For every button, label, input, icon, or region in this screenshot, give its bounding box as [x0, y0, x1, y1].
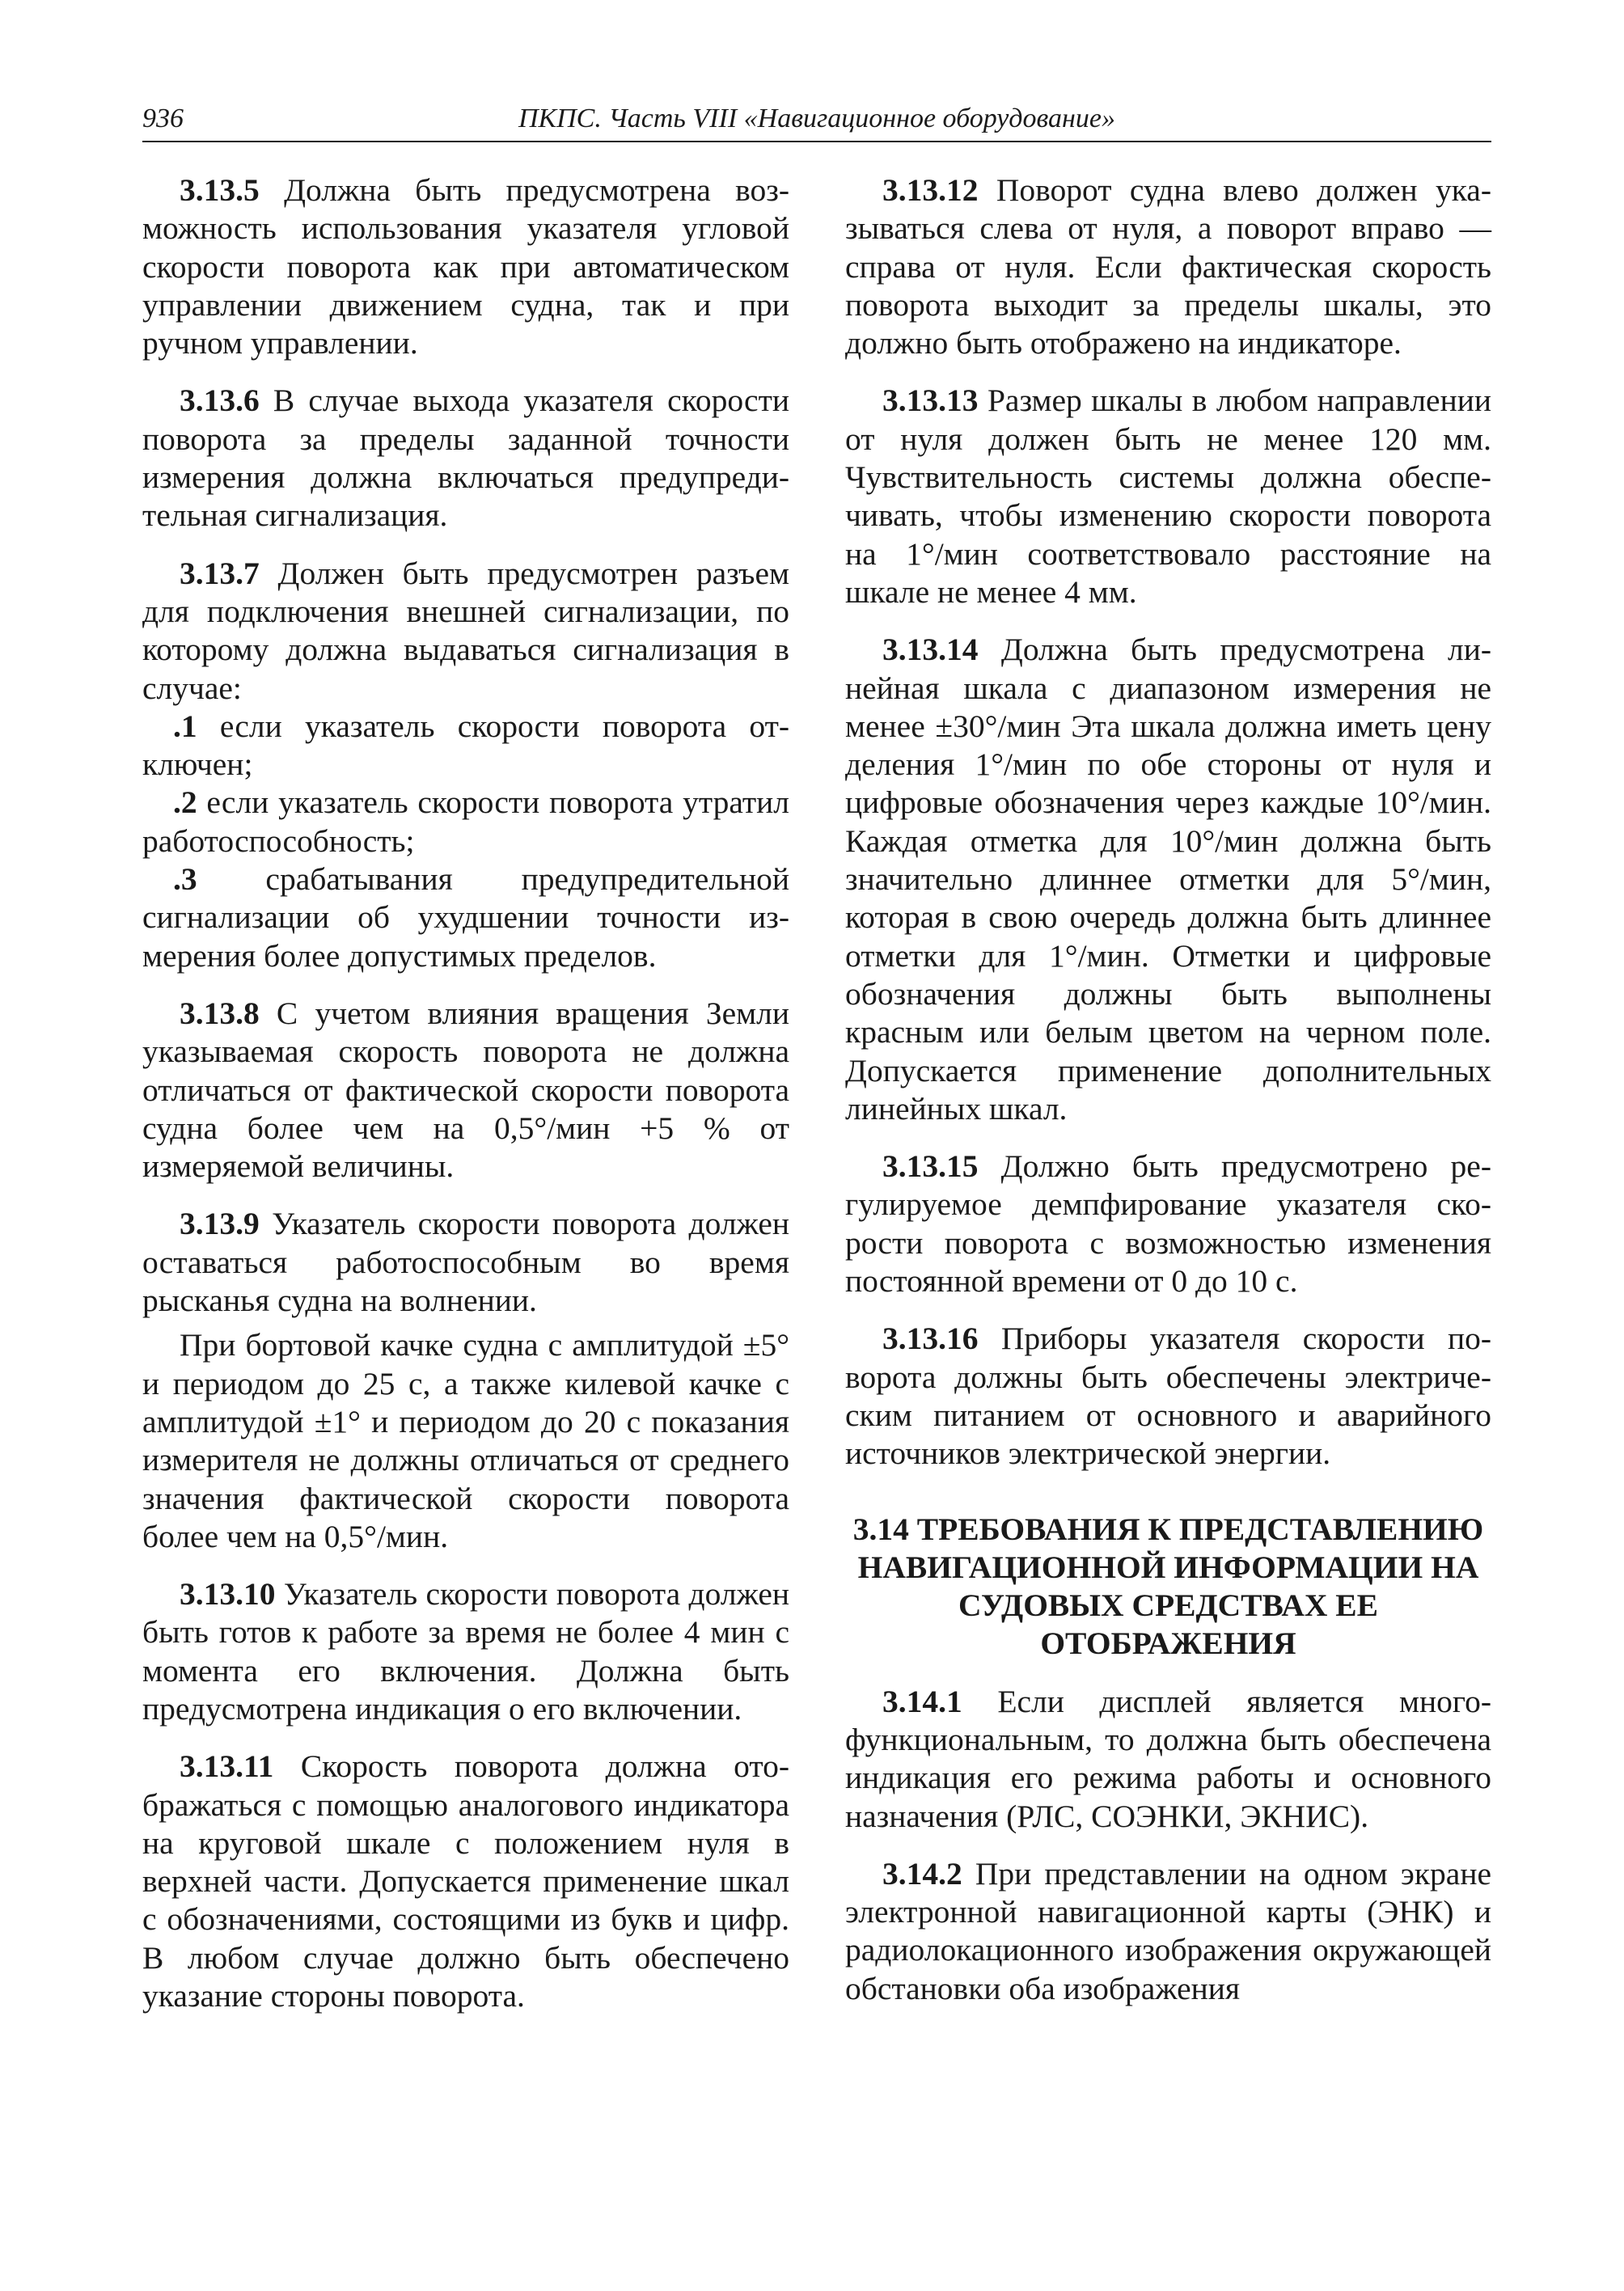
clause-number: 3.13.16 [882, 1321, 979, 1357]
clause-number: 3.13.13 [882, 383, 979, 419]
paragraph-3-13-9-continued: При бортовой качке судна с амплитудой ±5° и периодом до 25 с, а также килевой качке с амплитудой ±1° и периодом до 20 с показания измерителя не должны отличаться от среднего значения фактической скорости поворота более чем на 0,5°/мин. [142, 1327, 789, 1554]
paragraph-3-13-13 [845, 382, 1491, 611]
item-text: если указатель скорости поворота отключен; [142, 708, 789, 783]
page-header [142, 100, 1491, 142]
paragraph-3-13-15 [845, 1148, 1491, 1300]
clause-text: Скорость поворота должна отображаться с помощью аналогового индикатора на круговой шкале с положением нуля в верхней части. Допускается применение шкал с обозначениями, состоящими из букв и цифр. В любом случае должно быть обеспечено указание стороны поворота. [142, 1748, 789, 2014]
clause-number: 3.13.10 [180, 1576, 276, 1613]
clause-number: 3.13.7 [180, 555, 260, 591]
paragraph-3-13-8 [142, 995, 789, 1186]
clause-number: 3.13.14 [882, 632, 979, 668]
clause-number: 3.13.6 [180, 383, 260, 419]
paragraph-3-13-12 [845, 171, 1491, 362]
clause-text: В случае выхода указателя скорости поворота за пределы заданной точности измерения должна включаться предупредительная сигнализация. [142, 383, 789, 534]
clause-number: 3.13.12 [882, 172, 979, 208]
paragraph-3-14-2 [845, 1855, 1491, 2008]
page-number: 936 [142, 104, 184, 133]
clause-text: Указатель скорости поворота должен быть готов к работе за время не более 4 мин с момента его включения. Должна быть предусмотрена индикация о его включении. [142, 1576, 789, 1727]
clause-text: Размер шкалы в любом направлении от нуля должен быть не менее 120 мм. Чувствительность системы должна обеспечивать, чтобы изменению скорости поворота на 1°/мин соответствовало расстояние на шкале не менее 4 мм. [845, 383, 1491, 610]
clause-text: Должен быть предусмотрен разъем для подключения внешней сигнализации, по которому должна выдаваться сигнализация в случае: [142, 555, 789, 706]
paragraph-3-13-11 [142, 1748, 789, 2015]
item-number: .3 [173, 861, 197, 898]
paragraph-3-13-6 [142, 382, 789, 535]
clause-number: 3.13.8 [180, 995, 260, 1031]
left-column [142, 171, 789, 2015]
clause-text: Должна быть предусмотрена линейная шкала с диапазоном измерения не менее ±30°/мин Эта шкала должна иметь цену деления 1°/мин по обе стороны от нуля и цифровые обозначения через каждые 10°/мин. Каждая отметка для 10°/мин должна быть значительно длиннее отметки для 5°/мин, которая в свою очередь должна быть длиннее отметки для 1°/мин. Отметки и цифровые обозначения должны быть выполнены красным или белым цветом на черном поле. Допускается применение дополнительных линейных шкал. [845, 632, 1491, 1126]
clause-number: 3.13.11 [180, 1748, 274, 1785]
clause-number: 3.14.2 [882, 1855, 962, 1892]
clause-text: Если дисплей является многофункциональным, то должна быть обеспечена индикация его режима работы и основного назначения (РЛС, СОЭНКИ, ЭКНИС). [845, 1683, 1491, 1834]
clause-text: Указатель скорости поворота должен оставаться работоспособным во время рысканья судна на волнении. [142, 1206, 789, 1319]
paragraph-3-13-16 [845, 1320, 1491, 1473]
clause-text: Должна быть предусмотрена возможность использования указателя угловой скорости поворота как при автоматическом управлении движением судна, так и при ручном управлении. [142, 172, 789, 361]
item-number: .2 [173, 784, 197, 821]
item-number: .1 [173, 708, 197, 744]
paragraph-3-13-14 [845, 631, 1491, 1128]
clause-text: С учетом влияния вращения Земли указываемая скорость поворота не должна отличаться от фактической скорости поворота судна более чем на 0,5°/мин +5 % от измеряемой величины. [142, 995, 789, 1185]
paragraph-3-13-5 [142, 171, 789, 362]
list-item-3 [142, 860, 789, 975]
paragraph-3-13-7 [142, 555, 789, 708]
clause-text: Поворот судна влево должен указываться слева от нуля, а поворот вправо — справа от нуля. Если фактическая скорость поворота выходит за пределы шкалы, это должно быть отображено на индикаторе. [845, 172, 1491, 361]
paragraph-3-13-10 [142, 1575, 789, 1728]
clause-number: 3.13.5 [180, 172, 260, 208]
clause-text: При представлении на одном экране электронной навигационной карты (ЭНК) и радиолокационного изображения окружающей обстановки оба изображения [845, 1855, 1491, 2006]
paragraph-3-13-9 [142, 1205, 789, 1320]
item-text: если указатель скорости поворота утратил работоспособность; [142, 784, 789, 859]
clause-number: 3.14.1 [882, 1683, 962, 1719]
clause-text: Приборы указателя скорости поворота должны быть обеспечены электрическим питанием от основного и аварийного источников электрической энергии. [845, 1321, 1491, 1472]
paragraph-3-14-1 [845, 1683, 1491, 1836]
clause-text: Должно быть предусмотрено регулируемое демпфирование указателя скорости поворота с возможностью изменения постоянной времени от 0 до 10 с. [845, 1148, 1491, 1300]
clause-number: 3.13.15 [882, 1148, 979, 1185]
clause-number: 3.13.9 [180, 1206, 260, 1242]
right-column [845, 171, 1491, 2008]
item-text: срабатывания предупредительной сигнализации об ухудшении точности измерения более допустимых пределов. [142, 861, 789, 974]
list-item-1 [142, 708, 789, 784]
list-item-2 [142, 784, 789, 860]
running-title: ПКПС. Часть VIII «Навигационное оборудование» [518, 104, 1115, 133]
section-heading-3-14: 3.14 ТРЕБОВАНИЯ К ПРЕДСТАВЛЕНИЮ НАВИГАЦИОННОЙ ИНФОРМАЦИИ НА СУДОВЫХ СРЕДСТВАХ ЕЕ ОТОБРАЖЕНИЯ [852, 1511, 1484, 1662]
